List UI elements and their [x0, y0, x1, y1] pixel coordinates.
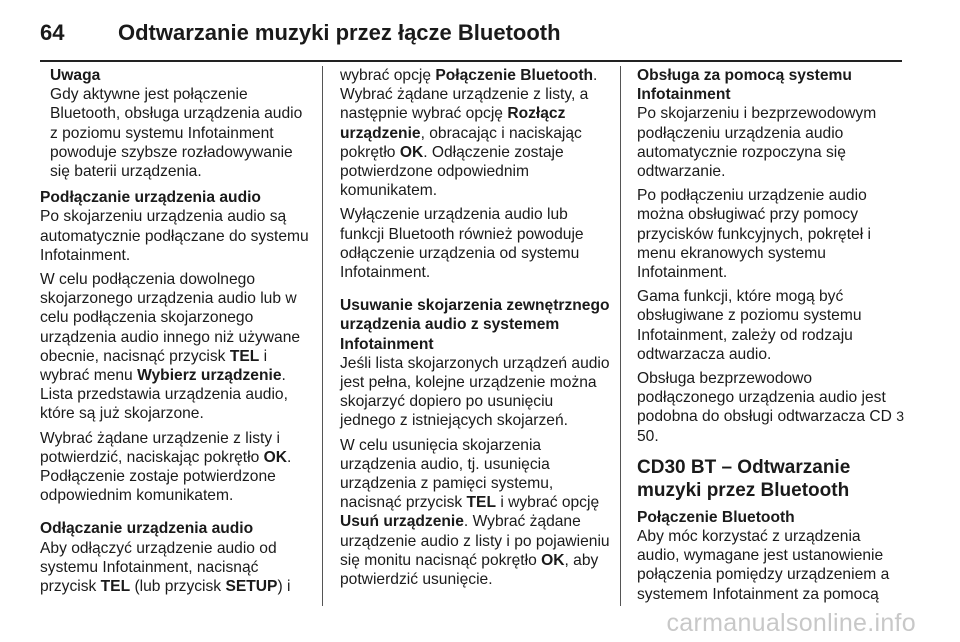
header-rule — [40, 60, 902, 62]
heading-infotainment-operation: Obsługa za pomocą systemu Infotainment — [637, 67, 852, 104]
note-title: Uwaga — [50, 67, 101, 84]
paragraph: Wybrać żądane urządzenie z listy i potwierdzić, naciskając pokrętło OK. Podłączenie zostaje potwierdzone odpowiednim komunikatem. — [40, 429, 292, 505]
note-box — [50, 66, 312, 181]
page-reference: 50. — [637, 427, 659, 445]
column-3 — [637, 66, 905, 609]
paragraph: wybrać opcję Połączenie Bluetooth. Wybrać żądane urządzenie z listy, a następnie wybrać opcję Rozłącz urządzenie, obracając i naciskając pokrętło OK. Odłączenie zostaje potwierdzone odpowiednim komunikatem. — [340, 67, 598, 200]
page-reference-arrow-icon: 3 — [896, 408, 905, 425]
watermark: carmanualsonline.info — [666, 609, 916, 637]
paragraph: Gama funkcji, które mogą być obsługiwane z poziomu systemu Infotainment, zależy od rodzaju odtwarzacza audio. — [637, 288, 862, 363]
keyword-ok: OK — [541, 551, 565, 569]
paragraph: Aby móc korzystać z urządzenia audio, wymagane jest ustanowienie połączenia pomiędzy urządzeniem a systemem Infotainment za pomocą — [637, 528, 890, 603]
heading-bluetooth-connection: Połączenie Bluetooth — [637, 508, 795, 526]
page-header — [40, 20, 561, 46]
paragraph: Aby odłączyć urządzenie audio od systemu Infotainment, nacisnąć przycisk TEL (lub przycisk SETUP) i — [40, 539, 291, 596]
note-text: Gdy aktywne jest połączenie Bluetooth, obsługa urządzenia audio z poziomu systemu Infotainment powoduje szybsze rozładowywanie się baterii urządzenia. — [50, 86, 303, 181]
column-1 — [40, 66, 312, 601]
paragraph: Po skojarzeniu i bezprzewodowym podłączeniu urządzenia audio automatycznie rozpoczyna się odtwarzanie. — [637, 105, 877, 181]
keyword-tel: TEL — [100, 578, 131, 596]
keyword-disconnect: Rozłącz urządzenie — [340, 105, 566, 142]
keyword-remove-device: Usuń urządzenie — [340, 513, 464, 531]
paragraph: Jeśli lista skojarzonych urządzeń audio jest pełna, kolejne urządzenie można skojarzyć dopiero po usunięciu jednego z istniejących skojarzeń. — [340, 354, 610, 430]
page-number: 64 — [40, 20, 65, 45]
keyword-tel: TEL — [466, 494, 496, 512]
keyword-setup: SETUP — [225, 578, 278, 596]
column-divider — [620, 66, 621, 606]
page-title: Odtwarzanie muzyki przez łącze Bluetooth — [118, 20, 561, 45]
paragraph: W celu podłączenia dowolnego skojarzonego urządzenia audio lub w celu podłączenia skojarzonego urządzenia audio innego niż używane obecnie, nacisnąć przycisk TEL i wybrać menu Wybierz urządzenie. Lista przedstawia urządzenia audio, które są już skojarzone. — [40, 271, 301, 423]
paragraph: W celu usunięcia skojarzenia urządzenia audio, tj. usunięcia urządzenia z pamięci systemu, nacisnąć przycisk TEL i wybrać opcję Usuń urządzenie. Wybrać żądane urządzenie audio z listy i po pojawieniu się monitu nacisnąć pokrętło OK, aby potwierdzić usunięcie. — [340, 436, 610, 589]
paragraph: Obsługa bezprzewodowo podłączonego urządzenia audio jest podobna do obsługi odtwarzacza CD 3 50. — [637, 370, 905, 445]
heading-connect-audio: Podłączanie urządzenia audio — [40, 189, 261, 207]
keyword-ok: OK — [399, 143, 424, 161]
heading-disconnect-audio: Odłączanie urządzenia audio — [40, 520, 254, 538]
column-divider — [322, 66, 323, 606]
keyword-menu: Wybierz urządzenie — [137, 367, 282, 385]
paragraph: Wyłączenie urządzenia audio lub funkcji Bluetooth również powoduje odłączenie urządzenia od systemu Infotainment. — [340, 206, 584, 282]
keyword-bluetooth-connection: Połączenie Bluetooth — [435, 67, 594, 84]
paragraph: Po podłączeniu urządzenie audio można obsługiwać przy pomocy przycisków funkcyjnych, pokręteł i menu ekranowych systemu Infotainment. — [637, 187, 871, 282]
paragraph: Po skojarzeniu urządzenia audio są automatycznie podłączane do systemu Infotainment. — [40, 208, 309, 264]
column-2 — [340, 66, 612, 594]
keyword-ok: OK — [263, 448, 288, 466]
section-heading-cd30bt: CD30 BT – Odtwarzanie muzyki przez Bluetooth — [637, 456, 851, 501]
heading-remove-pairing: Usuwanie skojarzenia zewnętrznego urządzenia audio z systemem Infotainment — [340, 297, 610, 353]
keyword-tel: TEL — [229, 347, 260, 365]
